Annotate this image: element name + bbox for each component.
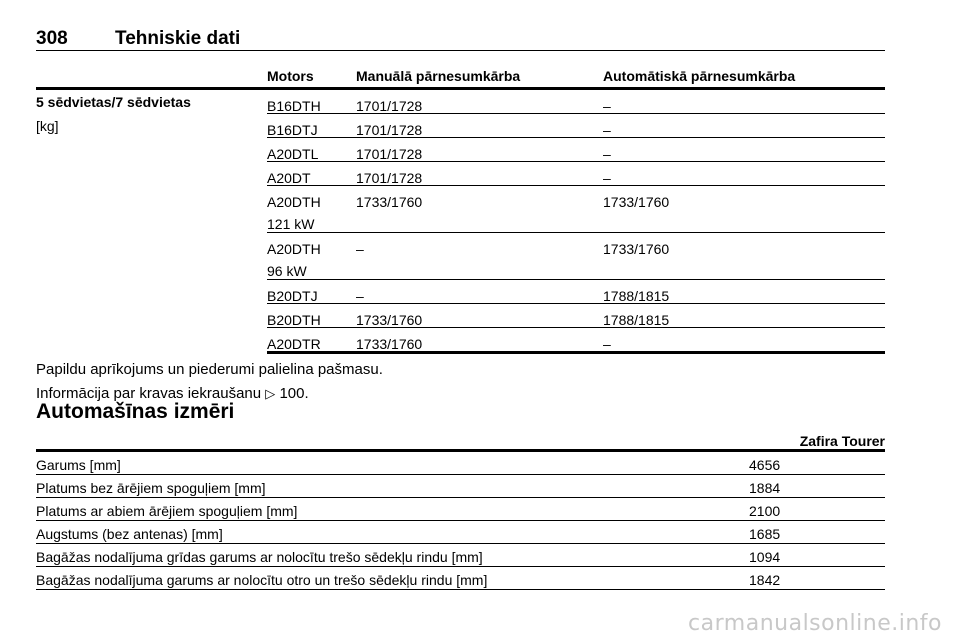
note-loading-text: Informācija par kravas iekraušanu (36, 385, 262, 402)
table-row (36, 452, 885, 475)
dimension-label: Bagāžas nodalījuma garums ar nolocītu otro un trešo sēdekļu rindu [mm] (36, 572, 488, 588)
motor-name: B16DTH (267, 98, 321, 114)
dimension-label: Augstums (bez antenas) [mm] (36, 526, 223, 542)
table-row (36, 544, 885, 567)
weight-table (36, 66, 885, 354)
seat-group-unit: [kg] (36, 118, 59, 134)
manual-cell: 1733/1760 (356, 336, 423, 352)
dimension-value: 4656 (749, 457, 781, 473)
manual-cell: 1701/1728 (356, 146, 423, 162)
auto-cell: 1788/1815 (603, 312, 670, 328)
column-header-manual: Manuālā pārnesumkārba (356, 68, 521, 84)
table-row (267, 233, 885, 280)
auto-cell: – (603, 146, 611, 162)
motor-name: B20DTH (267, 312, 321, 328)
auto-cell: – (603, 336, 611, 352)
manual-cell: – (356, 241, 364, 257)
motor-name: A20DTH (267, 241, 321, 257)
dimension-label: Garums [mm] (36, 457, 121, 473)
page-number: 308 (36, 28, 68, 49)
auto-cell: 1733/1760 (603, 194, 670, 210)
auto-cell: – (603, 98, 611, 114)
motor-cell (267, 238, 321, 282)
table-row (267, 304, 885, 328)
column-header-model: Zafira Tourer (799, 433, 885, 449)
page-header (36, 20, 885, 51)
auto-cell: – (603, 170, 611, 186)
note-loading-page-ref[interactable]: 100. (279, 385, 309, 402)
column-header-auto: Automātiskā pārnesumkārba (603, 68, 796, 84)
page-reference-arrow-icon[interactable]: ▷ (265, 386, 276, 401)
auto-cell: 1788/1815 (603, 288, 670, 304)
motor-name: A20DTR (267, 336, 321, 352)
dimension-value: 1685 (749, 526, 781, 542)
motor-power: 121 kW (267, 216, 315, 232)
column-header-motor: Motors (267, 68, 314, 84)
motor-name: A20DTH (267, 194, 321, 210)
auto-cell: – (603, 122, 611, 138)
dimension-value: 1884 (749, 480, 781, 496)
table-row (267, 162, 885, 186)
motor-name: B16DTJ (267, 122, 318, 138)
weight-table-header (36, 66, 885, 90)
table-row (267, 328, 885, 354)
auto-cell: 1733/1760 (603, 241, 670, 257)
table-row (267, 90, 885, 114)
manual-cell: 1701/1728 (356, 170, 423, 186)
section-title: Automašīnas izmēri (36, 400, 235, 423)
page-title: Tehniskie dati (115, 28, 241, 49)
dimension-label: Bagāžas nodalījuma grīdas garums ar nolocītu trešo sēdekļu rindu [mm] (36, 549, 483, 565)
seat-group-title: 5 sēdvietas/7 sēdvietas (36, 94, 191, 110)
manual-cell: 1733/1760 (356, 194, 423, 210)
motor-name: B20DTJ (267, 288, 318, 304)
motor-power: 96 kW (267, 263, 307, 279)
table-row (36, 567, 885, 590)
dimension-label: Platums bez ārējiem spoguļiem [mm] (36, 480, 266, 496)
table-row (267, 138, 885, 162)
motor-name: A20DTL (267, 146, 319, 162)
watermark: carmanualsonline.info (688, 611, 942, 636)
table-row (36, 521, 885, 544)
motor-cell (267, 191, 321, 235)
manual-cell: – (356, 288, 364, 304)
dimensions-table (36, 432, 885, 590)
table-row (267, 186, 885, 233)
manual-cell: 1701/1728 (356, 122, 423, 138)
manual-cell: 1733/1760 (356, 312, 423, 328)
table-row (267, 280, 885, 304)
motor-cell (267, 333, 321, 355)
table-row (36, 498, 885, 521)
dimension-value: 1842 (749, 572, 781, 588)
dimensions-table-header (36, 432, 885, 452)
weight-table-body (36, 90, 885, 354)
table-row (36, 475, 885, 498)
dimension-value: 1094 (749, 549, 781, 565)
dimension-value: 2100 (749, 503, 781, 519)
manual-cell: 1701/1728 (356, 98, 423, 114)
table-row (267, 114, 885, 138)
dimension-label: Platums ar abiem ārējiem spoguļiem [mm] (36, 503, 298, 519)
note-accessories: Papildu aprīkojums un piederumi palielina pašmasu. (36, 361, 383, 378)
motor-name: A20DT (267, 170, 311, 186)
seat-group-label (36, 90, 256, 138)
